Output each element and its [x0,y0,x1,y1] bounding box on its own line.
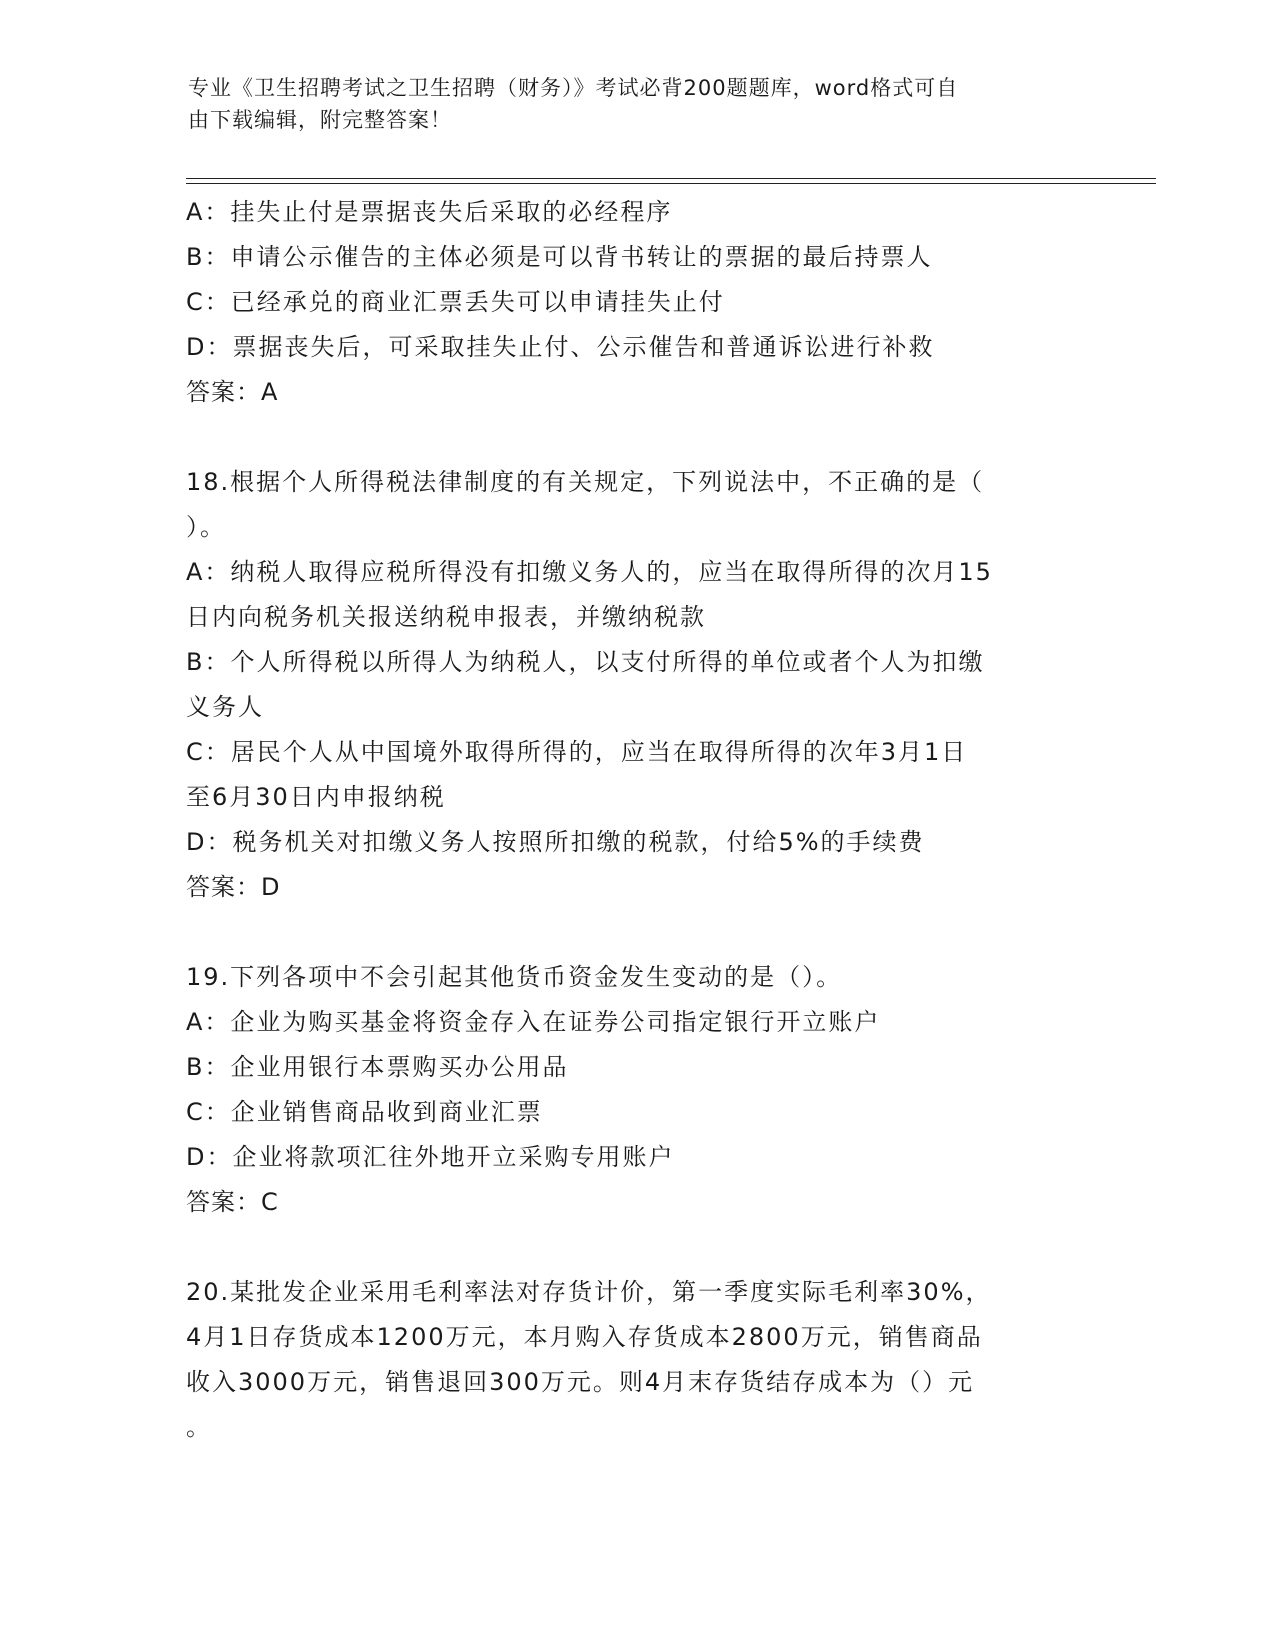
header-divider-bottom [186,183,1156,184]
question-19 [186,955,1086,1225]
spacer [186,1225,1086,1270]
header-divider-top [186,178,1156,179]
option-c: C：已经承兑的商业汇票丢失可以申请挂失止付 [186,288,725,316]
document-header [188,72,1068,136]
question-18 [186,460,1086,910]
option-c-cont: 至6月30日内申报纳税 [186,783,446,811]
question-20 [186,1270,1086,1450]
option-d: D：税务机关对扣缴义务人按照所扣缴的税款，付给5%的手续费 [186,828,925,856]
option-b: B：申请公示催告的主体必须是可以背书转让的票据的最后持票人 [186,243,933,271]
question-stem: 19.下列各项中不会引起其他货币资金发生变动的是（）。 [186,963,843,991]
question-stem-cont: 。 [186,1413,212,1441]
question-content [186,190,1086,1450]
option-d: D：企业将款项汇往外地开立采购专用账户 [186,1143,675,1171]
option-a: A：挂失止付是票据丧失后采取的必经程序 [186,198,673,226]
question-stem-cont: 收入3000万元，销售退回300万元。则4月末存货结存成本为（）元 [186,1368,975,1396]
option-c: C：居民个人从中国境外取得所得的，应当在取得所得的次年3月1日 [186,738,968,766]
header-line-2: 由下载编辑，附完整答案！ [188,108,452,132]
option-a-cont: 日内向税务机关报送纳税申报表，并缴纳税款 [186,603,706,631]
answer: 答案：D [186,873,281,901]
spacer [186,910,1086,955]
option-b: B：企业用银行本票购买办公用品 [186,1053,569,1081]
option-a: A：企业为购买基金将资金存入在证券公司指定银行开立账户 [186,1008,881,1036]
question-stem: 18.根据个人所得税法律制度的有关规定，下列说法中，不正确的是（ [186,468,985,496]
spacer [186,415,1086,460]
option-a: A：纳税人取得应税所得没有扣缴义务人的，应当在取得所得的次月15 [186,558,993,586]
option-d: D：票据丧失后，可采取挂失止付、公示催告和普通诉讼进行补救 [186,333,935,361]
question-stem-cont: ）。 [186,513,226,541]
option-b: B：个人所得税以所得人为纳税人，以支付所得的单位或者个人为扣缴 [186,648,985,676]
option-c: C：企业销售商品收到商业汇票 [186,1098,543,1126]
question-stem-cont: 4月1日存货成本1200万元，本月购入存货成本2800万元，销售商品 [186,1323,983,1351]
answer: 答案：C [186,1188,279,1216]
question-17-tail [186,190,1086,415]
header-line-1: 专业《卫生招聘考试之卫生招聘（财务）》考试必背200题题库，word格式可自 [188,76,959,100]
question-stem: 20.某批发企业采用毛利率法对存货计价，第一季度实际毛利率30%， [186,1278,992,1306]
option-b-cont: 义务人 [186,693,264,721]
answer: 答案：A [186,378,279,406]
